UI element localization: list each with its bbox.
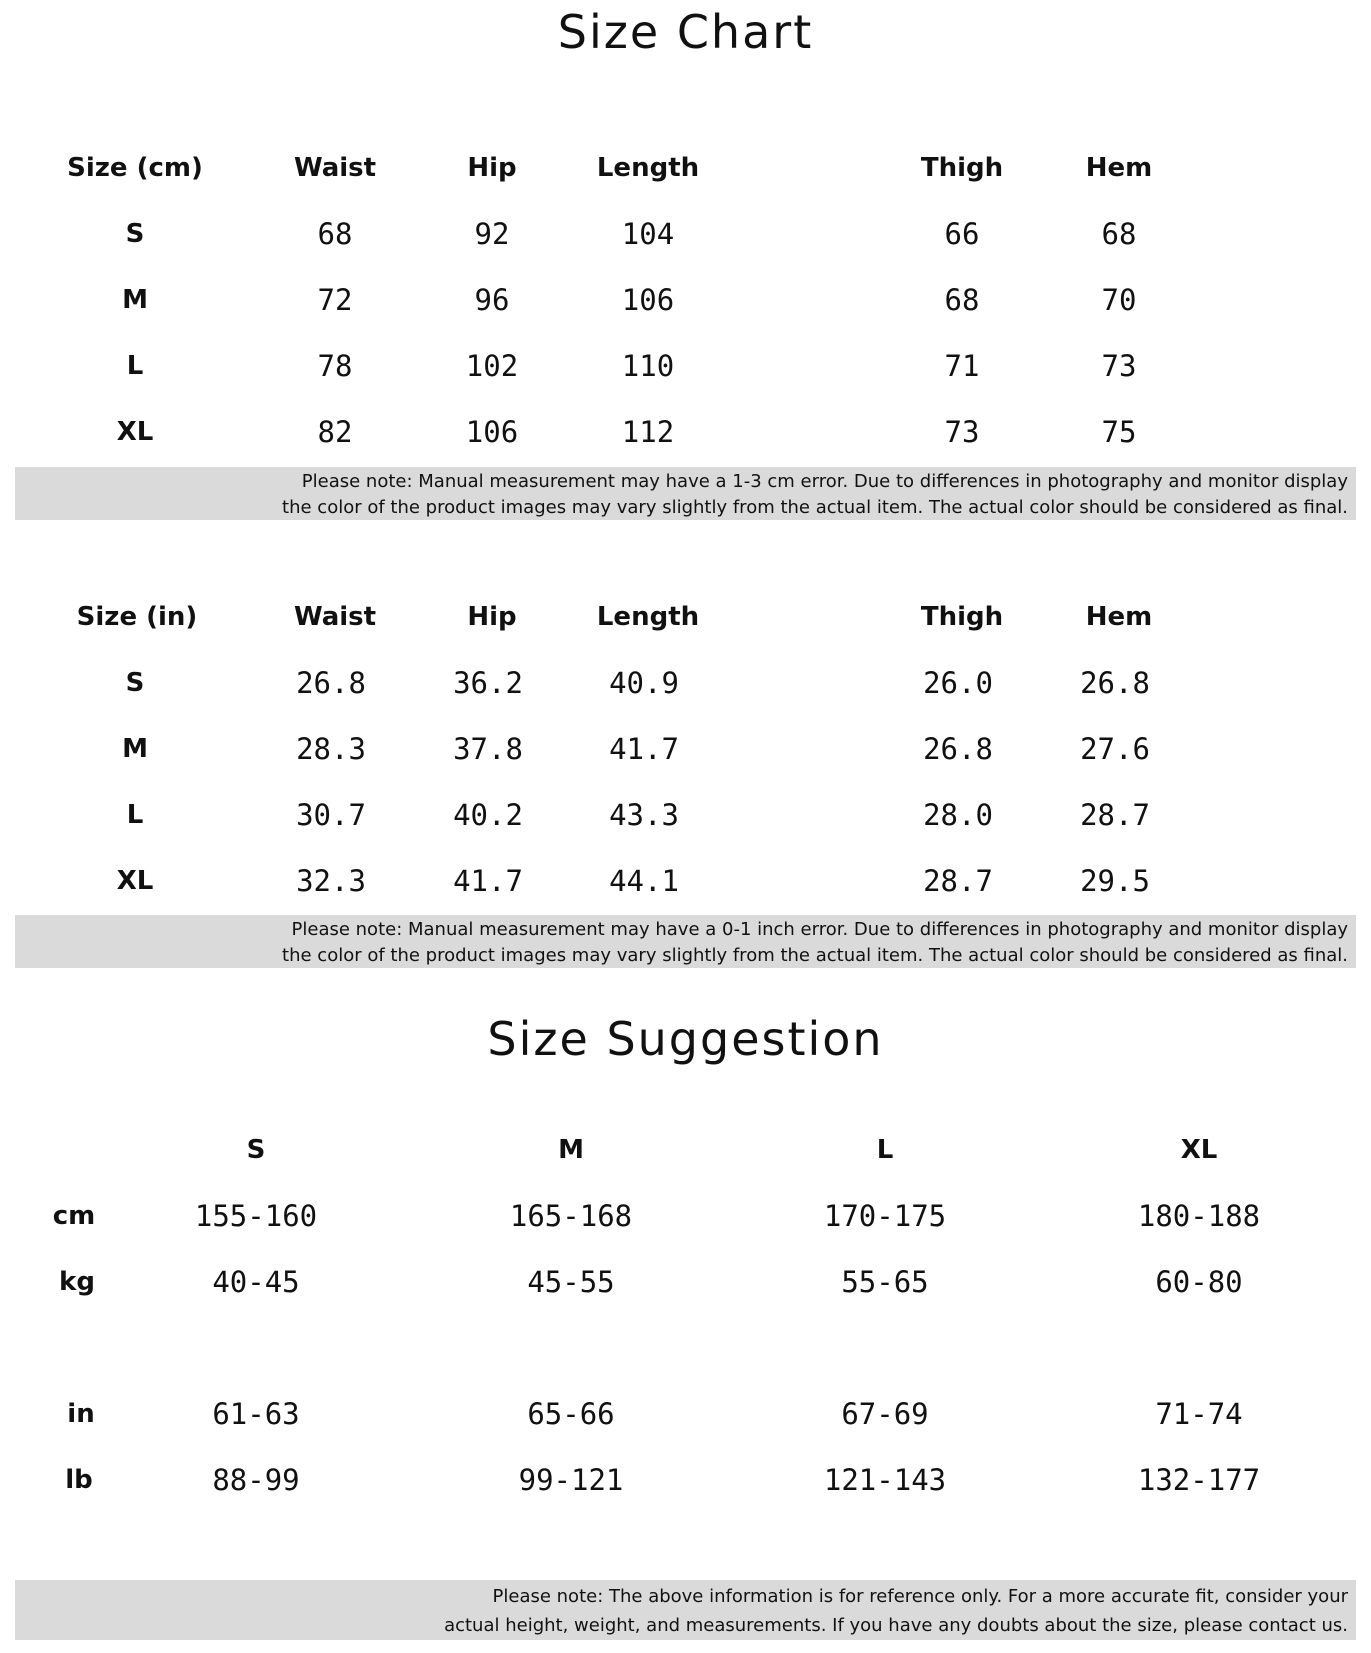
suggestion-row-unit: cm: [52, 1201, 96, 1231]
suggestion-cell: 170-175: [823, 1199, 947, 1233]
cm-header-hip: Hip: [467, 153, 517, 183]
cm-cell: 110: [621, 349, 675, 383]
in-cell: 26.8: [923, 732, 993, 766]
in-cell: 41.7: [453, 864, 523, 898]
in-row-size: L: [126, 800, 144, 830]
suggestion-cell: 132-177: [1137, 1463, 1261, 1497]
cm-cell: 73: [944, 415, 980, 449]
in-cell: 26.0: [923, 666, 993, 700]
size-suggestion-title: Size Suggestion: [487, 1012, 884, 1066]
cm-cell: 75: [1101, 415, 1137, 449]
cm-header-size: Size (cm): [67, 153, 203, 183]
in-header-thigh: Thigh: [920, 602, 1004, 632]
in-cell: 32.3: [296, 864, 366, 898]
note-line: Please note: The above information is for reference only. For a more accurate fit, consider your: [492, 1586, 1348, 1607]
cm-cell: 68: [1101, 217, 1137, 251]
in-cell: 28.7: [923, 864, 993, 898]
in-row-size: S: [125, 668, 145, 698]
in-cell: 28.7: [1080, 798, 1150, 832]
in-cell: 28.0: [923, 798, 993, 832]
suggestion-cell: 121-143: [823, 1463, 947, 1497]
cm-cell: 66: [944, 217, 980, 251]
suggestion-cell: 67-69: [841, 1397, 929, 1431]
suggestion-cell: 88-99: [212, 1463, 300, 1497]
suggestion-cell: 180-188: [1137, 1199, 1261, 1233]
suggestion-header-size: XL: [1180, 1135, 1218, 1165]
cm-cell: 102: [465, 349, 519, 383]
in-row-size: XL: [116, 866, 154, 896]
cm-row-size: S: [125, 219, 145, 249]
in-cell: 40.2: [453, 798, 523, 832]
note-line: Please note: Manual measurement may have a 0-1 inch error. Due to differences in photography and monitor display: [291, 919, 1348, 940]
in-cell: 26.8: [296, 666, 366, 700]
in-cell: 41.7: [609, 732, 679, 766]
in-cell: 27.6: [1080, 732, 1150, 766]
in-measurement-note: [15, 915, 1356, 968]
suggestion-cell: 71-74: [1155, 1397, 1243, 1431]
suggestion-cell: 165-168: [509, 1199, 633, 1233]
cm-cell: 71: [944, 349, 980, 383]
cm-cell: 104: [621, 217, 675, 251]
in-cell: 37.8: [453, 732, 523, 766]
suggestion-row-unit: kg: [59, 1267, 95, 1297]
cm-row-size: XL: [116, 417, 154, 447]
in-header-length: Length: [596, 602, 700, 632]
in-cell: 29.5: [1080, 864, 1150, 898]
suggestion-header-size: M: [558, 1135, 584, 1165]
in-header-size: Size (in): [76, 602, 198, 632]
in-cell: 44.1: [609, 864, 679, 898]
cm-cell: 106: [621, 283, 675, 317]
suggestion-cell: 40-45: [212, 1265, 300, 1299]
note-line: the color of the product images may vary slightly from the actual item. The actual color should be considered as final.: [282, 945, 1348, 966]
cm-cell: 92: [474, 217, 510, 251]
in-row-size: M: [122, 734, 148, 764]
cm-cell: 68: [317, 217, 353, 251]
cm-cell: 96: [474, 283, 510, 317]
suggestion-cell: 99-121: [518, 1463, 624, 1497]
suggestion-cell: 61-63: [212, 1397, 300, 1431]
note-line: Please note: Manual measurement may have a 1-3 cm error. Due to differences in photography and monitor display: [301, 471, 1348, 492]
suggestion-cell: 155-160: [194, 1199, 318, 1233]
cm-cell: 73: [1101, 349, 1137, 383]
in-header-waist: Waist: [293, 602, 377, 632]
in-cell: 28.3: [296, 732, 366, 766]
cm-header-thigh: Thigh: [920, 153, 1004, 183]
suggestion-cell: 60-80: [1155, 1265, 1243, 1299]
cm-cell: 106: [465, 415, 519, 449]
suggestion-note: [15, 1580, 1356, 1640]
cm-cell: 68: [944, 283, 980, 317]
cm-cell: 70: [1101, 283, 1137, 317]
in-cell: 43.3: [609, 798, 679, 832]
cm-header-hem: Hem: [1085, 153, 1153, 183]
in-header-hip: Hip: [467, 602, 517, 632]
note-line: the color of the product images may vary slightly from the actual item. The actual color should be considered as final.: [282, 497, 1348, 518]
suggestion-row-unit: in: [67, 1399, 95, 1429]
in-cell: 40.9: [609, 666, 679, 700]
suggestion-cell: 55-65: [841, 1265, 929, 1299]
cm-row-size: M: [122, 285, 148, 315]
in-cell: 36.2: [453, 666, 523, 700]
cm-cell: 78: [317, 349, 353, 383]
cm-header-length: Length: [596, 153, 700, 183]
cm-header-waist: Waist: [293, 153, 377, 183]
suggestion-header-size: S: [246, 1135, 266, 1165]
suggestion-row-unit: lb: [65, 1465, 93, 1495]
suggestion-header-size: L: [876, 1135, 894, 1165]
in-cell: 30.7: [296, 798, 366, 832]
note-line: actual height, weight, and measurements. If you have any doubts about the size, please contact us.: [444, 1615, 1348, 1636]
suggestion-cell: 45-55: [527, 1265, 615, 1299]
cm-cell: 72: [317, 283, 353, 317]
suggestion-cell: 65-66: [527, 1397, 615, 1431]
in-cell: 26.8: [1080, 666, 1150, 700]
cm-measurement-note: [15, 467, 1356, 520]
cm-row-size: L: [126, 351, 144, 381]
cm-cell: 82: [317, 415, 353, 449]
size-chart-title: Size Chart: [557, 5, 814, 59]
cm-cell: 112: [621, 415, 675, 449]
in-header-hem: Hem: [1085, 602, 1153, 632]
